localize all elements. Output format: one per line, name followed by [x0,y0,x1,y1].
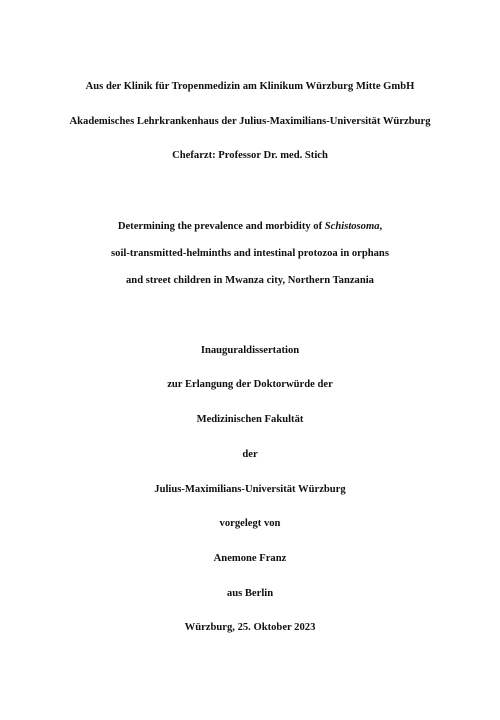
thesis-title-line-2: soil-transmitted-helminths and intestinal protozoa in orphans [111,248,389,259]
dissertation-purpose: zur Erlangung der Doktorwürde der [167,379,333,390]
thesis-title-genus: Schistosoma [324,221,380,232]
presented-by-line: vorgelegt von [219,518,281,529]
clinic-line: Aus der Klinik für Tropenmedizin am Klinikum Würzburg Mitte GmbH [85,81,415,92]
author-name: Anemone Franz [213,553,287,564]
thesis-title-line-1 [0,220,500,234]
place-and-date: Würzburg, 25. Oktober 2023 [184,622,316,633]
faculty-line: Medizinischen Fakultät [196,414,304,425]
university-line: Julius-Maximilians-Universität Würzburg [154,484,346,495]
of-line: der [242,449,258,460]
chief-physician-line: Chefarzt: Professor Dr. med. Stich [172,150,328,161]
thesis-title-line-3: and street children in Mwanza city, Northern Tanzania [126,275,374,286]
hospital-line: Akademisches Lehrkrankenhaus der Julius-Maximilians-Universität Würzburg [69,116,431,127]
thesis-title-prefix: Determining the prevalence and morbidity of [117,221,325,232]
thesis-title-suffix: , [379,221,383,232]
author-origin: aus Berlin [226,588,274,599]
dissertation-type: Inauguraldissertation [200,345,300,356]
